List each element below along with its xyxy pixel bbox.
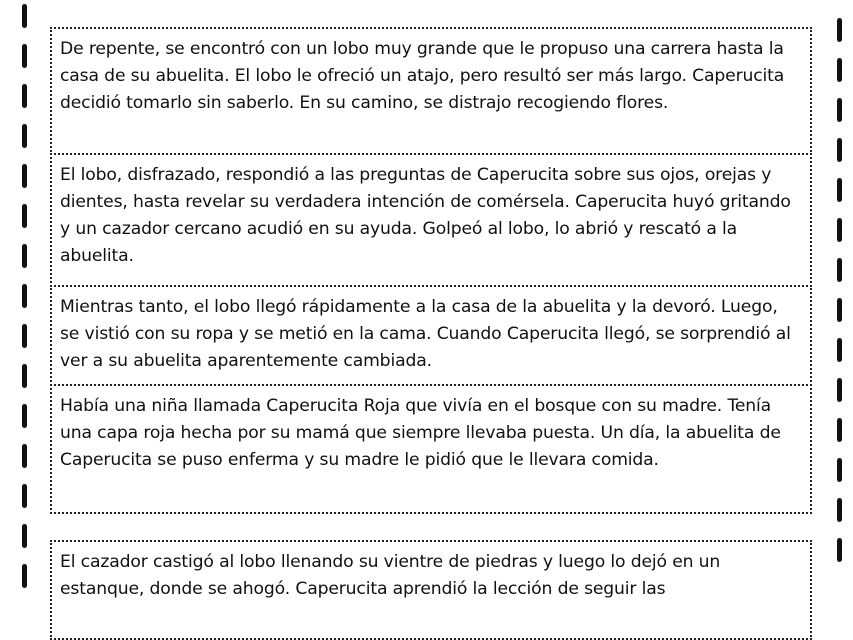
cut-guide-dash (22, 364, 27, 388)
cut-guide-dash (837, 18, 842, 42)
cut-guide-dash (837, 378, 842, 402)
cut-guide-dash (22, 524, 27, 548)
story-strips (50, 27, 812, 640)
cut-guide-dash (837, 458, 842, 482)
cut-guide-dash (22, 564, 27, 588)
story-strip-5 (50, 540, 812, 640)
cut-guide-dash (22, 484, 27, 508)
cut-guide-dash (837, 98, 842, 122)
cut-guide-dash (22, 284, 27, 308)
story-strip-text: De repente, se encontró con un lobo muy grande que le propuso una carrera hasta la casa de su abuelita. El lobo le ofreció un atajo, pero resultó ser más largo. Caperucita decidió tomarlo sin saberlo. En su camino, se distrajo recogiendo flores. (60, 39, 785, 113)
story-strip-text: El lobo, disfrazado, respondió a las preguntas de Caperucita sobre sus ojos, orejas y dientes, hasta revelar su verdadera intención de comérsela. Caperucita huyó gritando y un cazador cercano acudió en su ayuda. Golpeó al lobo, lo abrió y rescató a la abuelita. (60, 165, 791, 266)
cut-guide-dash (22, 404, 27, 428)
cut-guide-dash (22, 84, 27, 108)
cut-guide-dash (837, 258, 842, 282)
cut-guide-dash (22, 164, 27, 188)
story-strip-1 (50, 27, 812, 155)
cut-guide-dash (22, 4, 27, 28)
cut-guide-dash (837, 138, 842, 162)
cut-guide-dash (837, 58, 842, 82)
story-strip-3 (50, 285, 812, 386)
cut-guide-dash (22, 324, 27, 348)
story-strip-text: El cazador castigó al lobo llenando su vientre de piedras y luego lo dejó en un estanque, donde se ahogó. Caperucita aprendió la lección de seguir las (60, 552, 721, 599)
story-strip-text: Mientras tanto, el lobo llegó rápidamente a la casa de la abuelita y la devoró. Luego, se vistió con su ropa y se metió en la cama. Cuando Caperucita llegó, se sorprendió al ver a su abuelita aparentemente cambiada. (60, 297, 791, 371)
cut-guide-dash (837, 538, 842, 562)
cut-guide-dash (22, 444, 27, 468)
story-strip-2 (50, 153, 812, 287)
cut-guide-dash (22, 244, 27, 268)
cut-guide-dash (22, 204, 27, 228)
story-strip-4 (50, 384, 812, 514)
cut-guide-dash (22, 124, 27, 148)
cut-guide-dash (837, 178, 842, 202)
cut-guide-dash (22, 44, 27, 68)
cut-guide-dash (837, 498, 842, 522)
cut-guide-dash (837, 418, 842, 442)
cut-guide-dash (837, 298, 842, 322)
cut-guide-dash (837, 338, 842, 362)
cut-guide-dash (837, 218, 842, 242)
story-strip-text: Había una niña llamada Caperucita Roja que vivía en el bosque con su madre. Tenía una capa roja hecha por su mamá que siempre llevaba puesta. Un día, la abuelita de Caperucita se puso enferma y su madre le pidió que le llevara comida. (60, 396, 781, 470)
left-cut-guide (22, 0, 28, 576)
right-cut-guide (837, 0, 843, 576)
